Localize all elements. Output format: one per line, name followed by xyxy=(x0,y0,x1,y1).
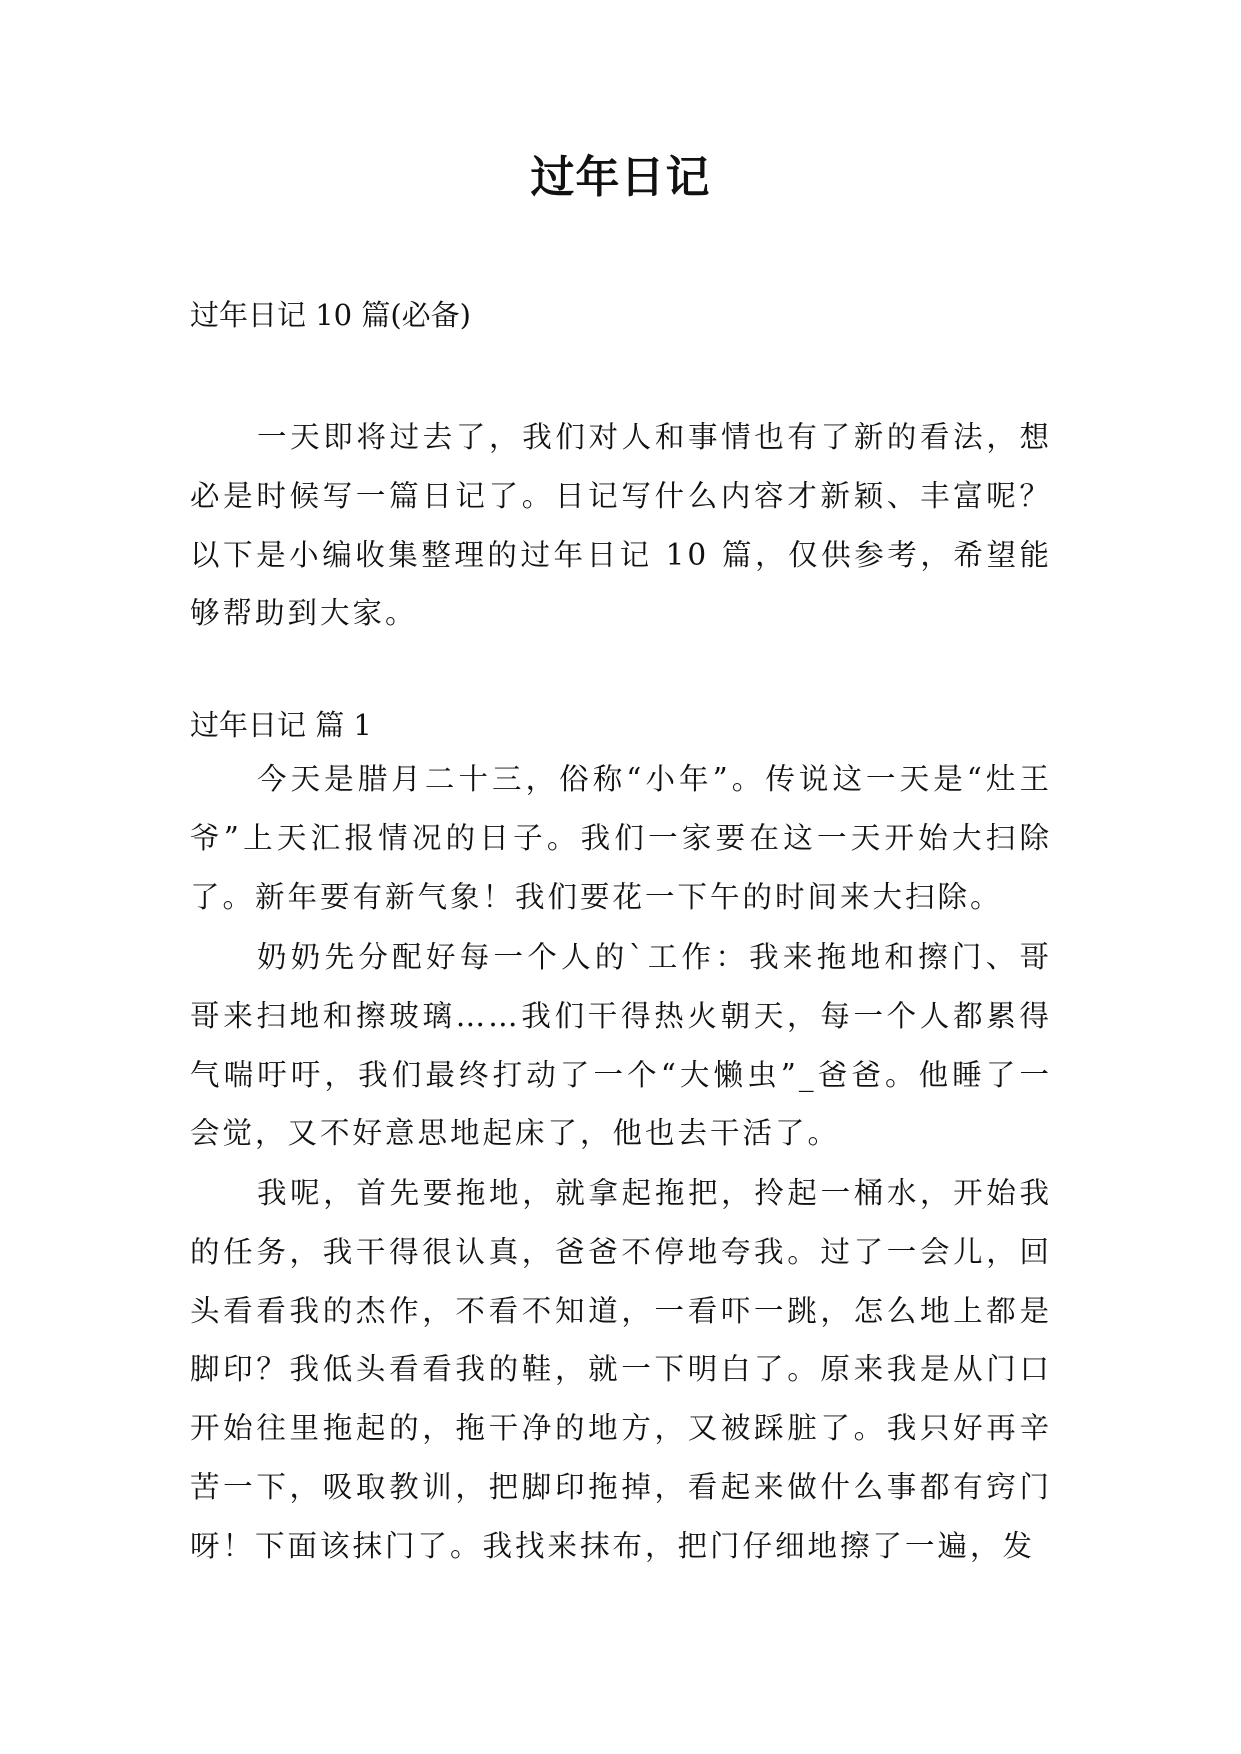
section-heading: 过年日记 篇 1 xyxy=(190,708,372,742)
body-paragraph-3: 我呢，首先要拖地，就拿起拖把，拎起一桶水，开始我的任务，我干得很认真，爸爸不停地夸我。过了一会儿，回头看看我的杰作，不看不知道，一看吓一跳，怎么地上都是脚印？我低头看看我的鞋，就一下明白了。原来我是从门口开始往里拖起的，拖干净的地方，又被踩脏了。我只好再辛苦一下，吸取教训，把脚印拖掉，看起来做什么事都有窍门呀！下面该抹门了。我找来抹布，把门仔细地擦了一遍，发 xyxy=(190,1176,1052,1563)
body-paragraph-1: 今天是腊月二十三，俗称“小年”。传说这一天是“灶王爷”上天汇报情况的日子。我们一家要在这一天开始大扫除了。新年要有新气象！我们要花一下午的时间来大扫除。 xyxy=(190,762,1052,914)
document-subtitle: 过年日记 10 篇(必备) xyxy=(190,298,471,332)
document-title: 过年日记 xyxy=(530,152,711,203)
intro-paragraph: 一天即将过去了，我们对人和事情也有了新的看法，想必是时候写一篇日记了。日记写什么内容才新颖、丰富呢？以下是小编收集整理的过年日记 10 篇，仅供参考，希望能够帮助到大家。 xyxy=(190,420,1052,631)
body-paragraph-2: 奶奶先分配好每一个人的`工作：我来拖地和擦门、哥哥来扫地和擦玻璃……我们干得热火朝天，每一个人都累得气喘吁吁，我们最终打动了一个“大懒虫”_爸爸。他睡了一会觉，又不好意思地起床了，他也去干活了。 xyxy=(190,940,1052,1151)
